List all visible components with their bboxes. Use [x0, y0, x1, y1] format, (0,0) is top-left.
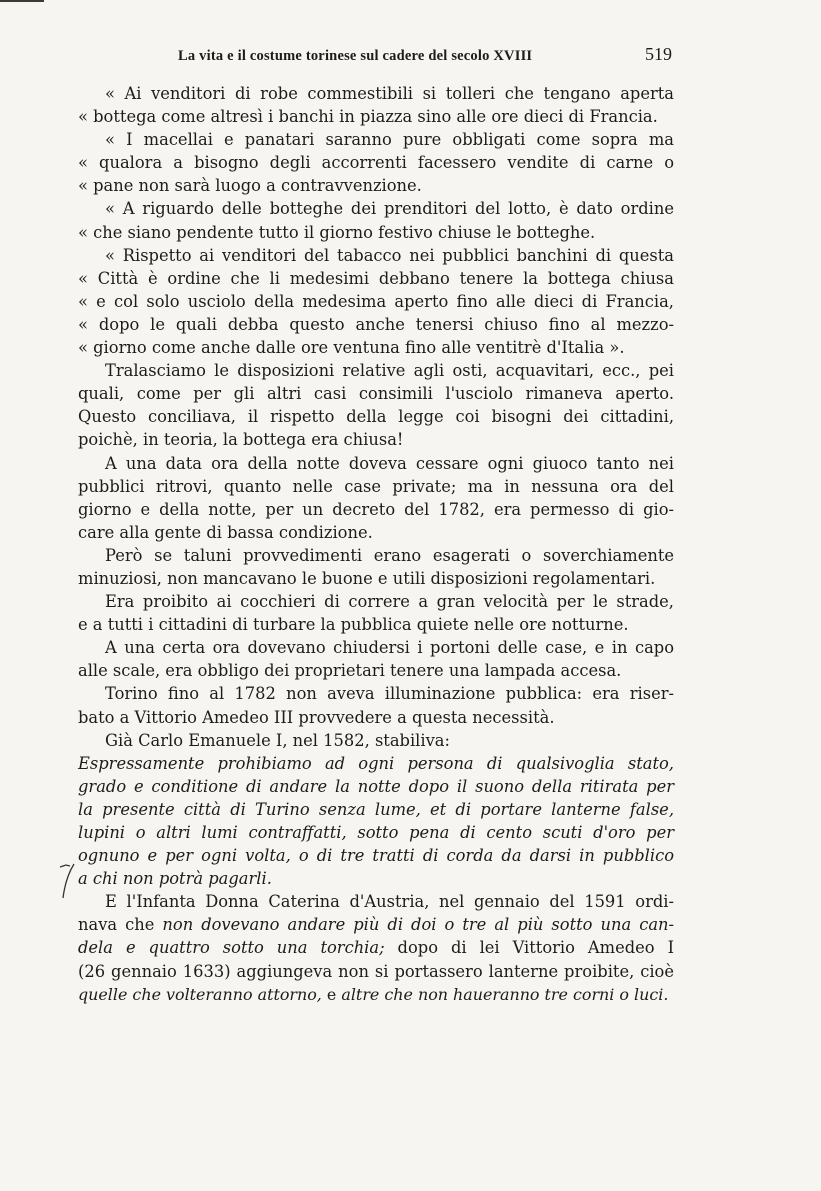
text-line: minuziosi, non mancavano le buone e utili disposizioni regolamentari. [78, 568, 656, 588]
running-title: La vita e il costume torinese sul cadere del secolo XVIII [178, 48, 533, 64]
text-line: e a tutti i cittadini di turbare la pubblica quiete nelle ore notturne. [78, 615, 629, 635]
text-line: grado e conditione di andare la notte dopo il suono della ritirata per [78, 776, 674, 796]
text-line: « I macellai e panatari saranno pure obbligati come sopra ma [105, 130, 674, 150]
text-segment: dela e quattro sotto una torchia; [78, 938, 385, 958]
text-line [78, 983, 674, 1006]
text-line: « A riguardo delle botteghe dei prenditori del lotto, è dato ordine [105, 199, 674, 219]
text-line: A una certa ora dovevano chiudersi i portoni delle case, e in capo [105, 638, 674, 658]
text-line: lupini o altri lumi contraffatti, sotto pena di cento scuti d'oro per [78, 823, 674, 842]
text-line: quali, come per gli altri casi consimili l'usciolo rimaneva aperto. [78, 384, 674, 404]
text-line [78, 913, 674, 936]
text-line: « Città è ordine che li medesimi debbano tenere la bottega chiusa [78, 268, 674, 288]
text-line: « dopo le quali debba questo anche tenersi chiuso fino al mezzo- [78, 314, 674, 334]
text-line: Questo conciliava, il rispetto della legge coi bisogni dei cittadini, [78, 407, 674, 427]
text-line: A una data ora della notte doveva cessare ogni giuoco tanto nei [105, 453, 674, 473]
text-line: « giorno come anche dalle ore ventuna fino alle ventitrè d'Italia ». [78, 338, 625, 358]
text-line: la presente città di Turino senza lume, et di portare lanterne false, [78, 799, 674, 819]
text-segment: altre che non haueranno tre corni o luci. [341, 984, 669, 1004]
page-body-text [78, 82, 674, 1006]
text-line: « Ai venditori di robe commestibili si tolleri che tengano aperta [105, 84, 674, 103]
page-header [78, 44, 674, 72]
scan-edge-mark [0, 0, 44, 2]
text-segment: e [321, 984, 342, 1004]
text-line: poichè, in teoria, la bottega era chiusa! [78, 430, 404, 450]
text-line: Però se taluni provvedimenti erano esagerati o soverchiamente [105, 545, 674, 565]
text-line: Torino fino al 1782 non aveva illuminazione pubblica: era riser- [105, 684, 674, 704]
text-line: E l'Infanta Donna Caterina d'Austria, nel gennaio del 1591 ordi- [105, 892, 674, 912]
text-line [78, 936, 674, 959]
text-line: a chi non potrà pagarli. [78, 869, 272, 889]
text-line: Già Carlo Emanuele I, nel 1582, stabiliva: [105, 730, 450, 750]
text-segment: nava che [78, 915, 163, 935]
text-line: alle scale, era obbligo dei proprietari tenere una lampada accesa. [78, 661, 622, 681]
text-line: (26 gennaio 1633) aggiungeva non si portassero lanterne proibite, cioè [78, 961, 674, 981]
page-number: 519 [645, 44, 672, 64]
text-segment: dopo di lei Vittorio Amedeo I [384, 938, 675, 958]
text-line: care alla gente di bassa condizione. [78, 522, 373, 542]
margin-pencil-mark-icon [58, 858, 76, 904]
text-line: « e col solo usciolo della medesima aperto fino alle dieci di Francia, [78, 291, 674, 311]
text-line: « pane non sarà luogo a contravvenzione. [78, 176, 422, 196]
text-line: Era proibito ai cocchieri di correre a gran velocità per le strade, [105, 592, 674, 612]
text-segment: non dovevano andare più di doi o tre al più sotto una can- [162, 915, 675, 935]
text-segment: quelle che volteranno attorno, [78, 984, 322, 1004]
text-line: bato a Vittorio Amedeo III provvedere a questa necessità. [78, 707, 555, 727]
text-line: Espressamente prohibiamo ad ogni persona di qualsivoglia stato, [78, 753, 674, 773]
text-line: Tralasciamo le disposizioni relative agli osti, acquavitari, ecc., pei [105, 361, 674, 381]
text-line: ognuno e per ogni volta, o di tre tratti di corda da darsi in pubblico [78, 846, 674, 866]
text-line: « Rispetto ai venditori del tabacco nei pubblici banchini di questa [105, 245, 674, 265]
text-line: « che siano pendente tutto il giorno festivo chiuse le botteghe. [78, 222, 596, 242]
text-line: « bottega come altresì i banchi in piazza sino alle ore dieci di Francia. [78, 107, 658, 127]
text-line: giorno e della notte, per un decreto del 1782, era permesso di gio- [78, 499, 674, 519]
text-line: pubblici ritrovi, quanto nelle case private; ma in nessuna ora del [78, 476, 674, 496]
text-line: « qualora a bisogno degli accorrenti facessero vendite di carne o [78, 153, 674, 173]
